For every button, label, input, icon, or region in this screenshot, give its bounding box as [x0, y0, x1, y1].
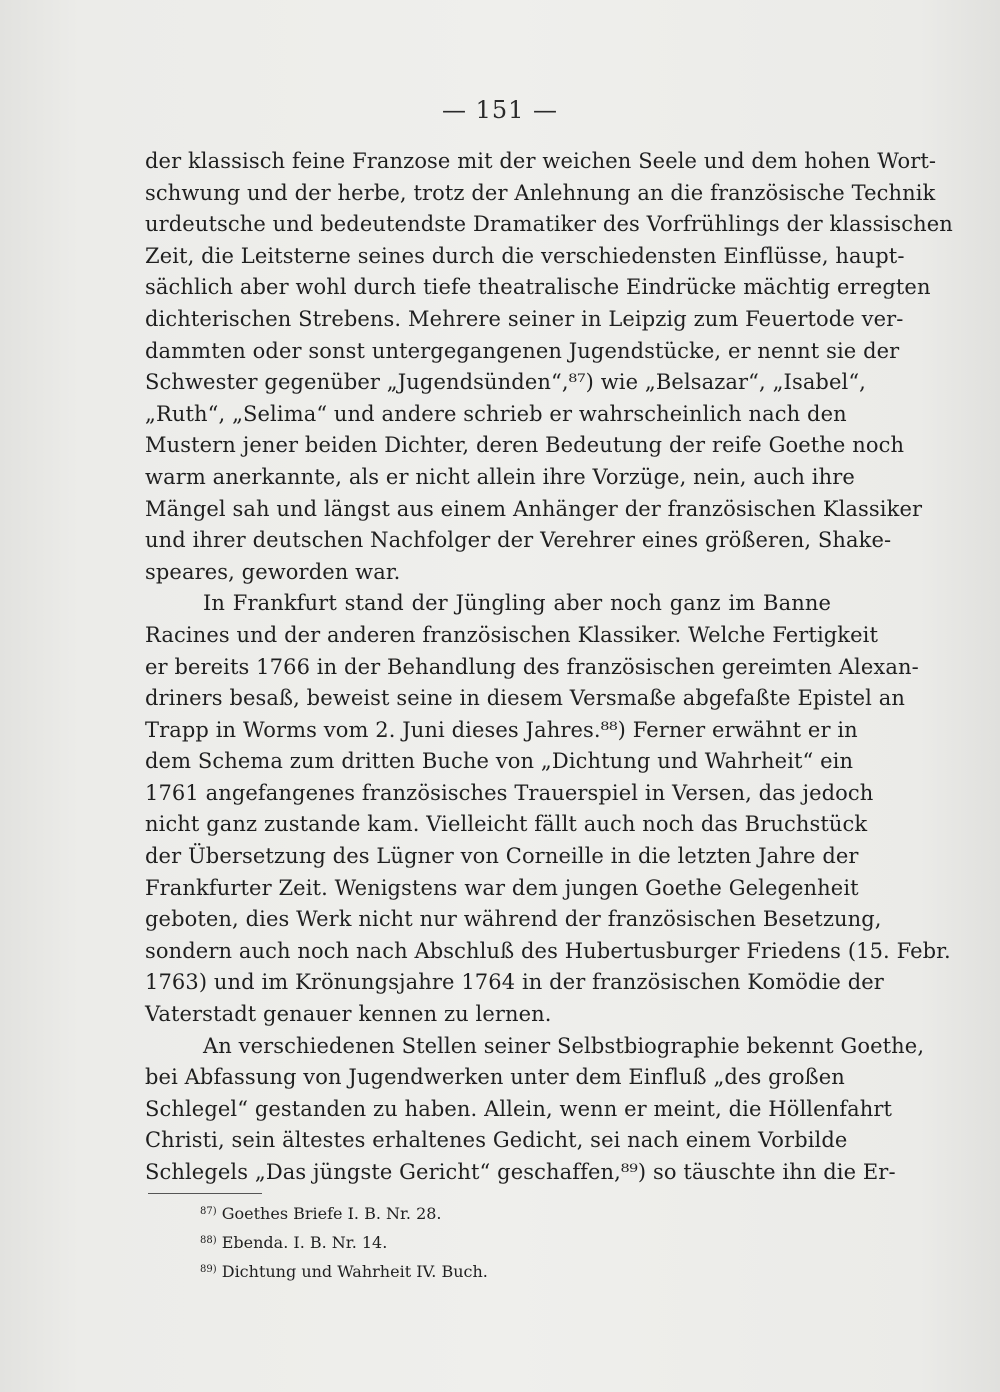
text-line: Schlegels „Das jüngste Gericht“ geschaffen,⁸⁹) so täuschte ihn die Er- [145, 1160, 896, 1184]
text-line: Christi, sein ältestes erhaltenes Gedicht, sei nach einem Vorbilde [145, 1128, 848, 1153]
footnotes [200, 1197, 700, 1284]
footnote [200, 1226, 700, 1255]
page-number: — 151 — [441, 96, 559, 124]
text-line: dem Schema zum dritten Buche von „Dichtung und Wahrheit“ ein [145, 749, 854, 774]
text-line: nicht ganz zustande kam. Vielleicht fällt auch noch das Bruchstück [145, 812, 868, 837]
footnote-text: Dichtung und Wahrheit IV. Buch. [221, 1262, 488, 1281]
text-line: geboten, dies Werk nicht nur während der französischen Besetzung, [145, 907, 882, 932]
footnote-text: Ebenda. I. B. Nr. 14. [221, 1233, 388, 1252]
text-line: sondern auch noch nach Abschluß des Hubertusburger Friedens (15. Febr. [145, 938, 951, 963]
text-line: Vaterstadt genauer kennen zu lernen. [145, 1002, 552, 1027]
text-line: dammten oder sonst untergegangenen Jugendstücke, er nennt sie der [145, 338, 900, 363]
footnote [200, 1197, 700, 1226]
text-line: 1763) und im Krönungsjahre 1764 in der französischen Komödie der [145, 970, 884, 995]
text-line: Zeit, die Leitsterne seines durch die verschiedensten Einflüsse, haupt- [145, 243, 905, 268]
text-line: der Übersetzung des Lügner von Corneille in die letzten Jahre der [145, 844, 859, 869]
text-line: speares, geworden war. [145, 559, 401, 584]
text-line: und ihrer deutschen Nachfolger der Verehrer eines größeren, Shake- [145, 528, 892, 553]
text-line: Trapp in Worms vom 2. Juni dieses Jahres.⁸⁸) Ferner erwähnt er in [145, 717, 858, 742]
text-line: driners besaß, beweist seine in diesem Versmaße abgefaßte Epistel an [145, 686, 906, 711]
text-line: „Ruth“, „Selima“ und andere schrieb er wahrscheinlich nach den [145, 401, 847, 426]
footnote-mark: 88) [200, 1235, 217, 1246]
text-line: Mustern jener beiden Dichter, deren Bedeutung der reife Goethe noch [145, 433, 905, 458]
text-line: 1761 angefangenes französisches Trauerspiel in Versen, das jedoch [145, 780, 874, 805]
text-line: Mängel sah und längst aus einem Anhänger der französischen Klassiker [145, 496, 923, 521]
footnote-divider [148, 1193, 262, 1194]
text-line: Frankfurter Zeit. Wenigstens war dem jungen Goethe Gelegenheit [145, 875, 859, 900]
footnote [200, 1255, 700, 1284]
text-line: An verschiedenen Stellen seiner Selbstbiographie bekennt Goethe, [203, 1033, 925, 1058]
text-line: warm anerkannte, als er nicht allein ihre Vorzüge, nein, auch ihre [145, 464, 855, 489]
text-line: sächlich aber wohl durch tiefe theatralische Eindrücke mächtig erregten [145, 275, 931, 300]
footnote-mark: 89) [200, 1264, 217, 1275]
text-line: Schlegel“ gestanden zu haben. Allein, wenn er meint, die Höllenfahrt [145, 1096, 893, 1121]
text-line: In Frankfurt stand der Jüngling aber noch ganz im Banne [203, 591, 831, 616]
text-line: schwung und der herbe, trotz der Anlehnung an die französische Technik [145, 180, 936, 205]
text-line: er bereits 1766 in der Behandlung des französischen gereimten Alexan- [145, 654, 919, 679]
text-line: dichterischen Strebens. Mehrere seiner in Leipzig zum Feuertode ver- [145, 306, 904, 331]
footnote-text: Goethes Briefe I. B. Nr. 28. [221, 1204, 442, 1223]
text-line: bei Abfassung von Jugendwerken unter dem Einfluß „des großen [145, 1065, 845, 1090]
text-line: Schwester gegenüber „Jugendsünden“,⁸⁷) wie „Belsazar“, „Isabel“, [145, 370, 866, 395]
text-line: der klassisch feine Franzose mit der weichen Seele und dem hohen Wort- [145, 149, 937, 173]
text-line: Racines und der anderen französischen Klassiker. Welche Fertigkeit [145, 622, 879, 647]
footnote-mark: 87) [200, 1206, 217, 1217]
body-text [145, 146, 953, 1189]
text-line: urdeutsche und bedeutendste Dramatiker des Vorfrühlings der klassischen [145, 212, 953, 237]
